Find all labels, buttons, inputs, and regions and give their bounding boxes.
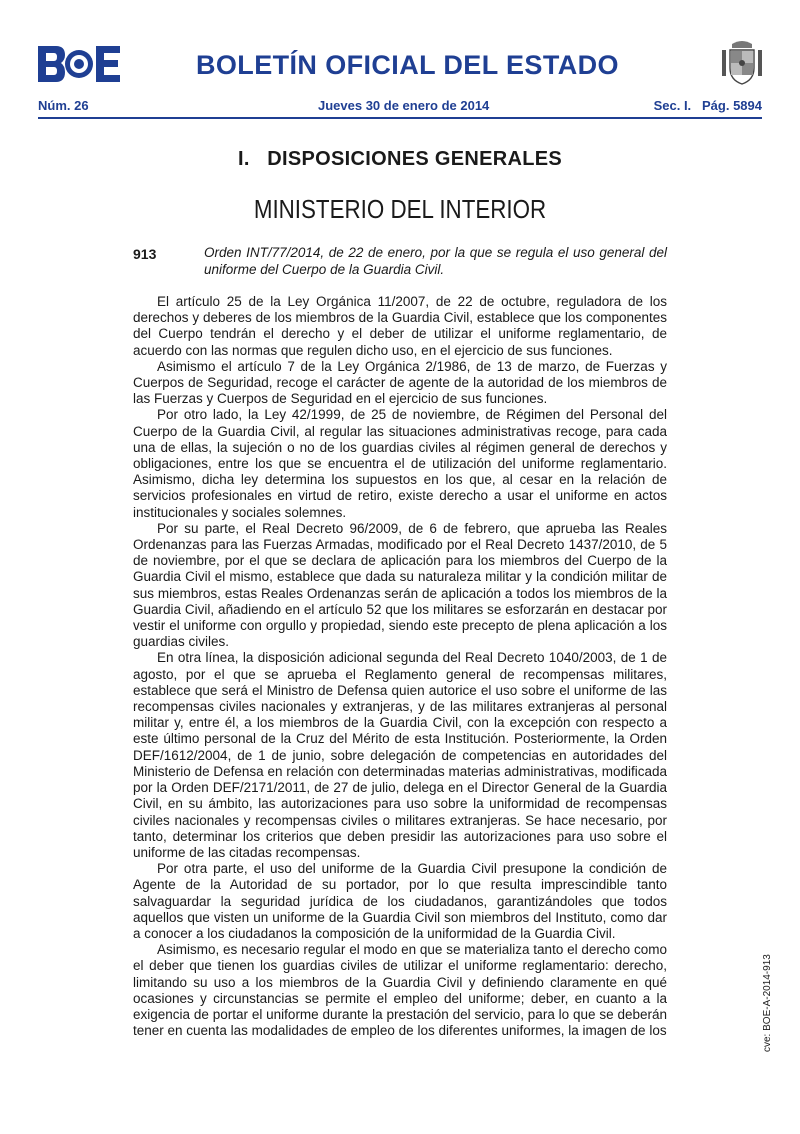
order-number: 913	[133, 246, 157, 262]
cve-code: cve: BOE-A-2014-913	[762, 954, 773, 1052]
order-title: Orden INT/77/2014, de 22 de enero, por la que se regula el uso general del uniforme del Cuerpo de la Guardia Civil.	[204, 245, 667, 277]
gazette-title: BOLETÍN OFICIAL DEL ESTADO	[196, 50, 619, 80]
paragraph: El artículo 25 de la Ley Orgánica 11/2007, de 22 de octubre, reguladora de los derechos y deberes de los miembros de la Guardia Civil, establece que los componentes del Cuerpo tendrán el derecho y el deber de utilizar el uniforme reglamentario, de acuerdo con las normas que regulen dicho uso, en el ejercicio de sus funciones.	[133, 294, 667, 358]
boe-logo-icon	[38, 46, 120, 82]
paragraph: Por su parte, el Real Decreto 96/2009, de 6 de febrero, que aprueba las Reales Ordenanzas para las Fuerzas Armadas, modificado por el Real Decreto 1437/2010, de 5 de noviembre, por el que se declara de aplicación para los miembros del Cuerpo de la Guardia Civil el mismo, establece que dada su naturaleza militar y la condición militar de sus miembros, estas Reales Ordenanzas serán de aplicación a todos los miembros de la Guardia Civil, añadiendo en el artículo 52 que los militares se esforzarán en destacar por vestir el uniforme con orgullo y propiedad, siendo este precepto de plena aplicación a los guardias civiles.	[133, 520, 667, 650]
paragraph: En otra línea, la disposición adicional segunda del Real Decreto 1040/2003, de 1 de agosto, por el que se aprueba el Reglamento general de recompensas militares, establece que será el Ministro de Defensa quien autorice el uso sobre el uniforme de las recompensas civiles nacionales y extranjeras, y de las militares extranjeras al personal militar y, entre él, a los miembros de la Guardia Civil, con la excepción con respecto a este último personal de la Cruz del Mérito de esta Institución. Posteriormente, la Orden DEF/1612/2004, de 1 de junio, sobre delegación de competencias en autoridades del Ministerio de Defensa en relación con determinadas materias administrativas, modificada por la Orden DEF/2171/2011, de 27 de julio, delega en el Director General de la Guardia Civil, en su ámbito, las autorizaciones para uso sobre la uniformidad de recompensas civiles nacionales y recompensas civiles o militares extranjeras. Se hace necesario, por tanto, determinar los criterios que deben presidir las autorizaciones para uso sobre el uniforme de las citadas recompensas.	[133, 650, 667, 860]
ministry-heading: MINISTERIO DEL INTERIOR	[253, 194, 547, 224]
header-divider	[38, 117, 762, 119]
paragraph: Por otro lado, la Ley 42/1999, de 25 de noviembre, de Régimen del Personal del Cuerpo de la Guardia Civil, al regular las situaciones administrativas recoge, para cada una de ellas, la sujeción o no de los guardias civiles al régimen general de derechos y obligaciones, entre los que se encuentra el de utilización del uniforme reglamentario. Asimismo, dicha ley determina los supuestos en los que, al cesar en la relación de servicios profesionales en virtud de retiro, existe derecho a usar el uniforme en actos institucionales y sociales solemnes.	[133, 407, 667, 520]
paragraph: Asimismo, es necesario regular el modo en que se materializa tanto el derecho como el deber que tienen los guardias civiles de utilizar el uniforme reglamentario: derecho, limitando su uso a los miembros de la Guardia Civil y definiendo claramente en qué ocasiones y circunstancias se permite el empleo del uniforme; deber, en cuanto a la exigencia de portar el uniforme durante la prestación del servicio, para lo que se deberán tener en cuenta las modalidades de empleo de los diferentes uniformes, la imagen de los	[133, 942, 667, 1039]
coat-of-arms-icon	[718, 38, 766, 86]
paragraph: Asimismo el artículo 7 de la Ley Orgánica 2/1986, de 13 de marzo, de Fuerzas y Cuerpos de Seguridad, recoge el carácter de agente de la autoridad de los miembros de las Fuerzas y Cuerpos de Seguridad en el ejercicio de sus funciones.	[133, 358, 667, 407]
document-body	[133, 294, 667, 1039]
issue-number: Núm. 26	[38, 98, 89, 113]
section-heading: I. DISPOSICIONES GENERALES	[237, 148, 562, 170]
paragraph: Por otra parte, el uso del uniforme de la Guardia Civil presupone la condición de Agente de la Autoridad de su portador, por lo que resulta imprescindible tanto salvaguardar la seguridad jurídica de los ciudadanos, garantizándoles que todos aquellos que visten un uniforme de la Guardia Civil son miembros del Instituto, como dar a conocer a los ciudadanos la composición de la uniformidad de la Guardia Civil.	[133, 861, 667, 941]
issue-header-bar	[38, 96, 762, 116]
issue-date: Jueves 30 de enero de 2014	[318, 98, 490, 113]
section-page: Sec. I. Pág. 5894	[653, 98, 762, 113]
